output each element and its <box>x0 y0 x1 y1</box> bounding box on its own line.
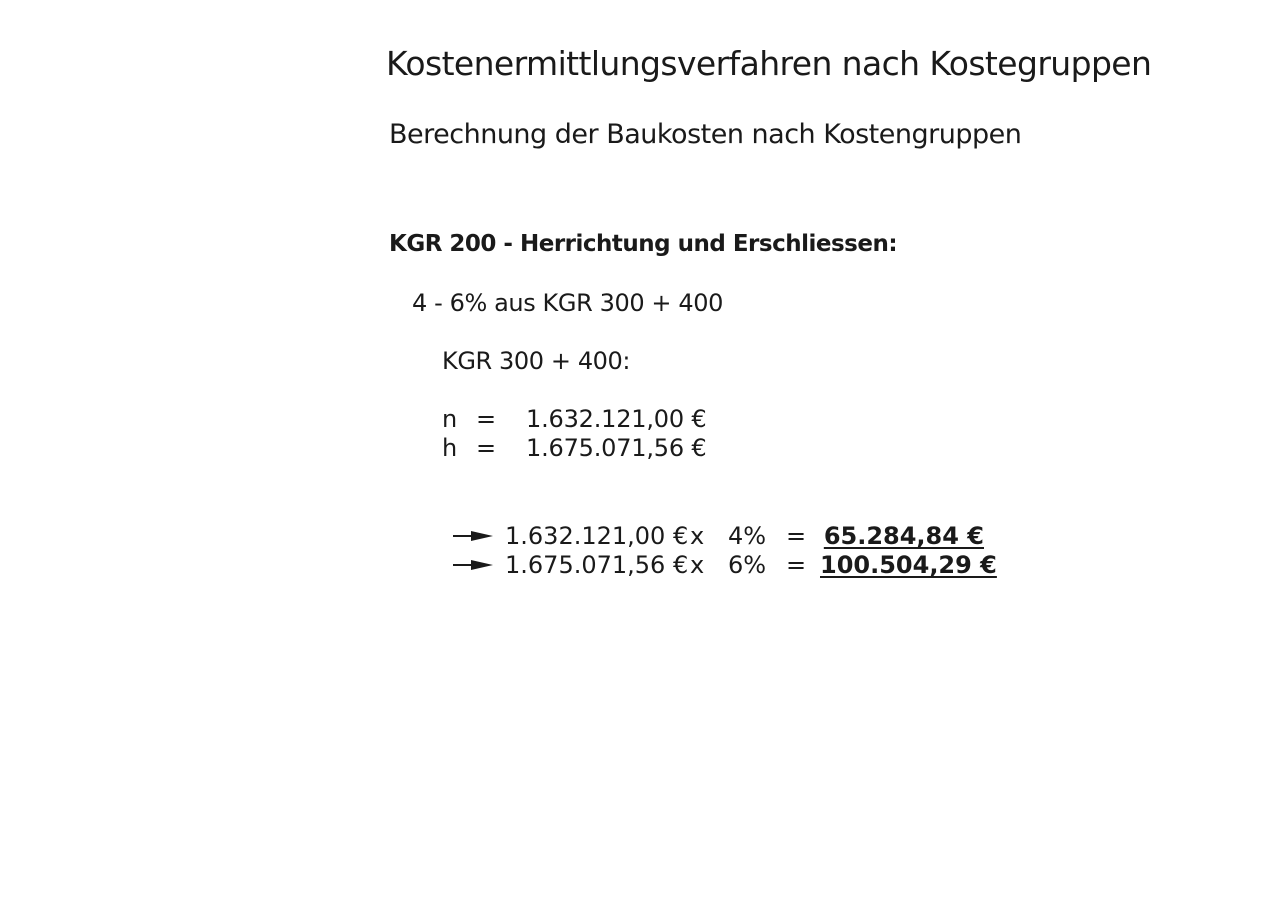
percentage-rule: 4 - 6% aus KGR 300 + 400 <box>412 289 723 317</box>
calc-operator: x <box>690 551 705 579</box>
calc-equals: = <box>786 551 807 579</box>
calc-amount: 1.632.121,00 € <box>505 522 689 550</box>
calc-equals: = <box>786 522 807 550</box>
value-amount: 1.675.071,56 € <box>526 434 707 462</box>
calc-result: 65.284,84 € <box>823 522 984 550</box>
page-title: Kostenermittlungsverfahren nach Kostegruppen <box>386 44 1152 83</box>
arrow-right-icon <box>453 528 495 544</box>
value-row-h <box>442 434 706 462</box>
calculation-row-min <box>453 522 984 550</box>
variable-name: n <box>442 405 458 433</box>
variable-name: h <box>442 434 458 462</box>
calc-percent: 6% <box>728 551 767 579</box>
calculation-row-max <box>453 551 997 579</box>
calc-operator: x <box>690 522 705 550</box>
value-row-n <box>442 405 706 433</box>
calc-result: 100.504,29 € <box>820 551 997 579</box>
calc-percent: 4% <box>728 522 767 550</box>
equals-sign: = <box>476 434 496 462</box>
arrow-right-icon <box>453 557 495 573</box>
calc-amount: 1.675.071,56 € <box>505 551 689 579</box>
section-heading: KGR 200 - Herrichtung und Erschliessen: <box>389 231 898 257</box>
page-subtitle: Berechnung der Baukosten nach Kostengruppen <box>389 119 1022 150</box>
value-amount: 1.632.121,00 € <box>526 405 707 433</box>
basis-label: KGR 300 + 400: <box>442 347 631 375</box>
equals-sign: = <box>476 405 496 433</box>
